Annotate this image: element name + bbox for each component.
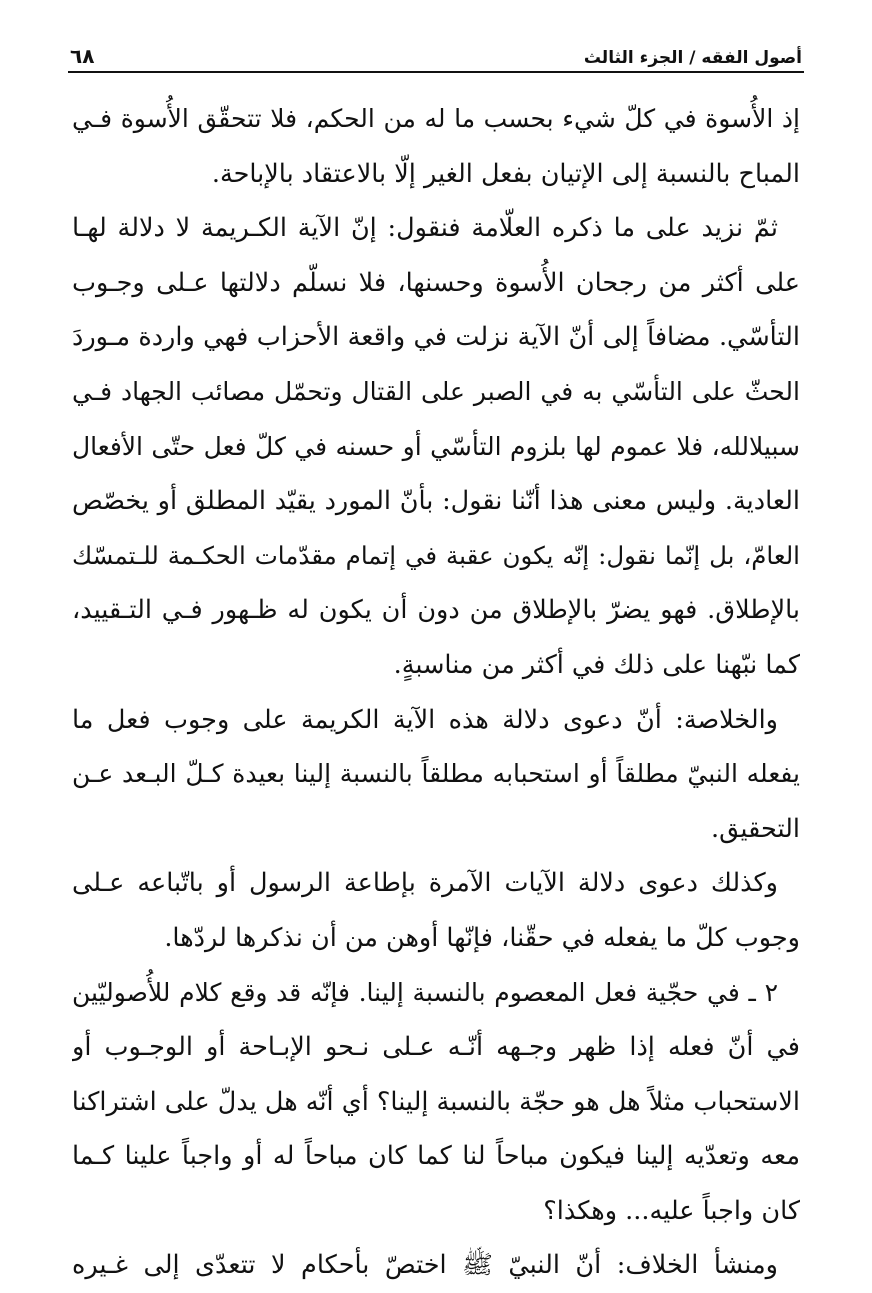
- text-line: التأسّي. مضافاً إلى أنّ الآية نزلت في واقعة الأحزاب فهي واردة مـوردَ: [72, 322, 800, 353]
- header-rule: [68, 71, 804, 73]
- text-line: الحثّ على التأسّي به في الصبر على القتال وتحمّل مصائب الجهاد فـي: [72, 376, 800, 406]
- text-line: في أنّ فعله إذا ظهر وجـهه أنّـه عـلى نـحو الإبـاحة أو الوجـوب أو: [72, 1032, 800, 1063]
- text-line: الاستحباب مثلاً هل هو حجّة بالنسبة إلينا؟ أي أنّه هل يدلّ على اشتراكنا: [72, 1086, 800, 1117]
- text-line: يفعله النبيّ مطلقاً أو استحبابه مطلقاً بالنسبة إلينا بعيدة كـلّ البـعد عـن: [72, 759, 800, 789]
- page-body: [72, 92, 800, 1293]
- text-line: على أكثر من رجحان الأُسوة وحسنها، فلا نسلّم دلالتها عـلى وجـوب: [72, 267, 800, 298]
- text-line: ٢ ـ في حجّية فعل المعصوم بالنسبة إلينا. فإنّه قد وقع كلام للأُصوليّين: [72, 977, 778, 1007]
- header-title: أصول الفقه / الجزء الثالث: [583, 48, 802, 68]
- text-line: كما نبّهنا على ذلك في أكثر من مناسبةٍ.: [393, 649, 800, 680]
- text-line: المباح بالنسبة إلى الإتيان بفعل الغير إلّا بالاعتقاد بالإباحة.: [211, 158, 800, 189]
- text-line: العامّ، بل إنّما نقول: إنّه يكون عقبة في إتمام مقدّمات الحكـمة للـتمسّك: [72, 540, 800, 570]
- text-line: التحقيق.: [711, 813, 800, 844]
- text-line: كان واجباً عليه... وهكذا؟: [543, 1195, 800, 1226]
- text-line: العادية. وليس معنى هذا أنّنا نقول: بأنّ المورد يقيّد المطلق أو يخصّص: [72, 486, 800, 517]
- text-line: بالإطلاق. فهو يضرّ بالإطلاق من دون أن يكون له ظـهور فـي التـقييد،: [72, 595, 800, 626]
- text-line: وكذلك دعوى دلالة الآيات الآمرة بإطاعة الرسول أو باتّباعه عـلى: [72, 868, 778, 899]
- text-line: ومنشأ الخلاف: أنّ النبيّ ﷺ اختصّ بأحكام لا تتعدّى إلى غـيره: [72, 1250, 778, 1281]
- text-line: سبيلالله، فلا عموم لها بلزوم التأسّي أو حسنه في كلّ فعل حتّى الأفعال: [72, 431, 800, 461]
- text-line: وجوب كلّ ما يفعله في حقّنا، فإنّها أوهن من أن نذكرها لردّها.: [164, 922, 800, 953]
- page-number: ٦٨: [70, 44, 95, 68]
- text-line: معه وتعدّيه إلينا فيكون مباحاً لنا كما كان مباحاً له أو واجباً علينا كـما: [72, 1141, 800, 1172]
- text-line: والخلاصة: أنّ دعوى دلالة هذه الآية الكريمة على وجوب فعل ما: [72, 704, 778, 735]
- running-header: [70, 38, 802, 68]
- text-line: إذ الأُسوة في كلّ شيء بحسب ما له من الحكم، فلا تتحقّق الأُسوة فـي: [72, 104, 800, 133]
- text-line: ثمّ نزيد على ما ذكره العلّامة فنقول: إنّ الآية الكـريمة لا دلالة لهـا: [72, 213, 778, 244]
